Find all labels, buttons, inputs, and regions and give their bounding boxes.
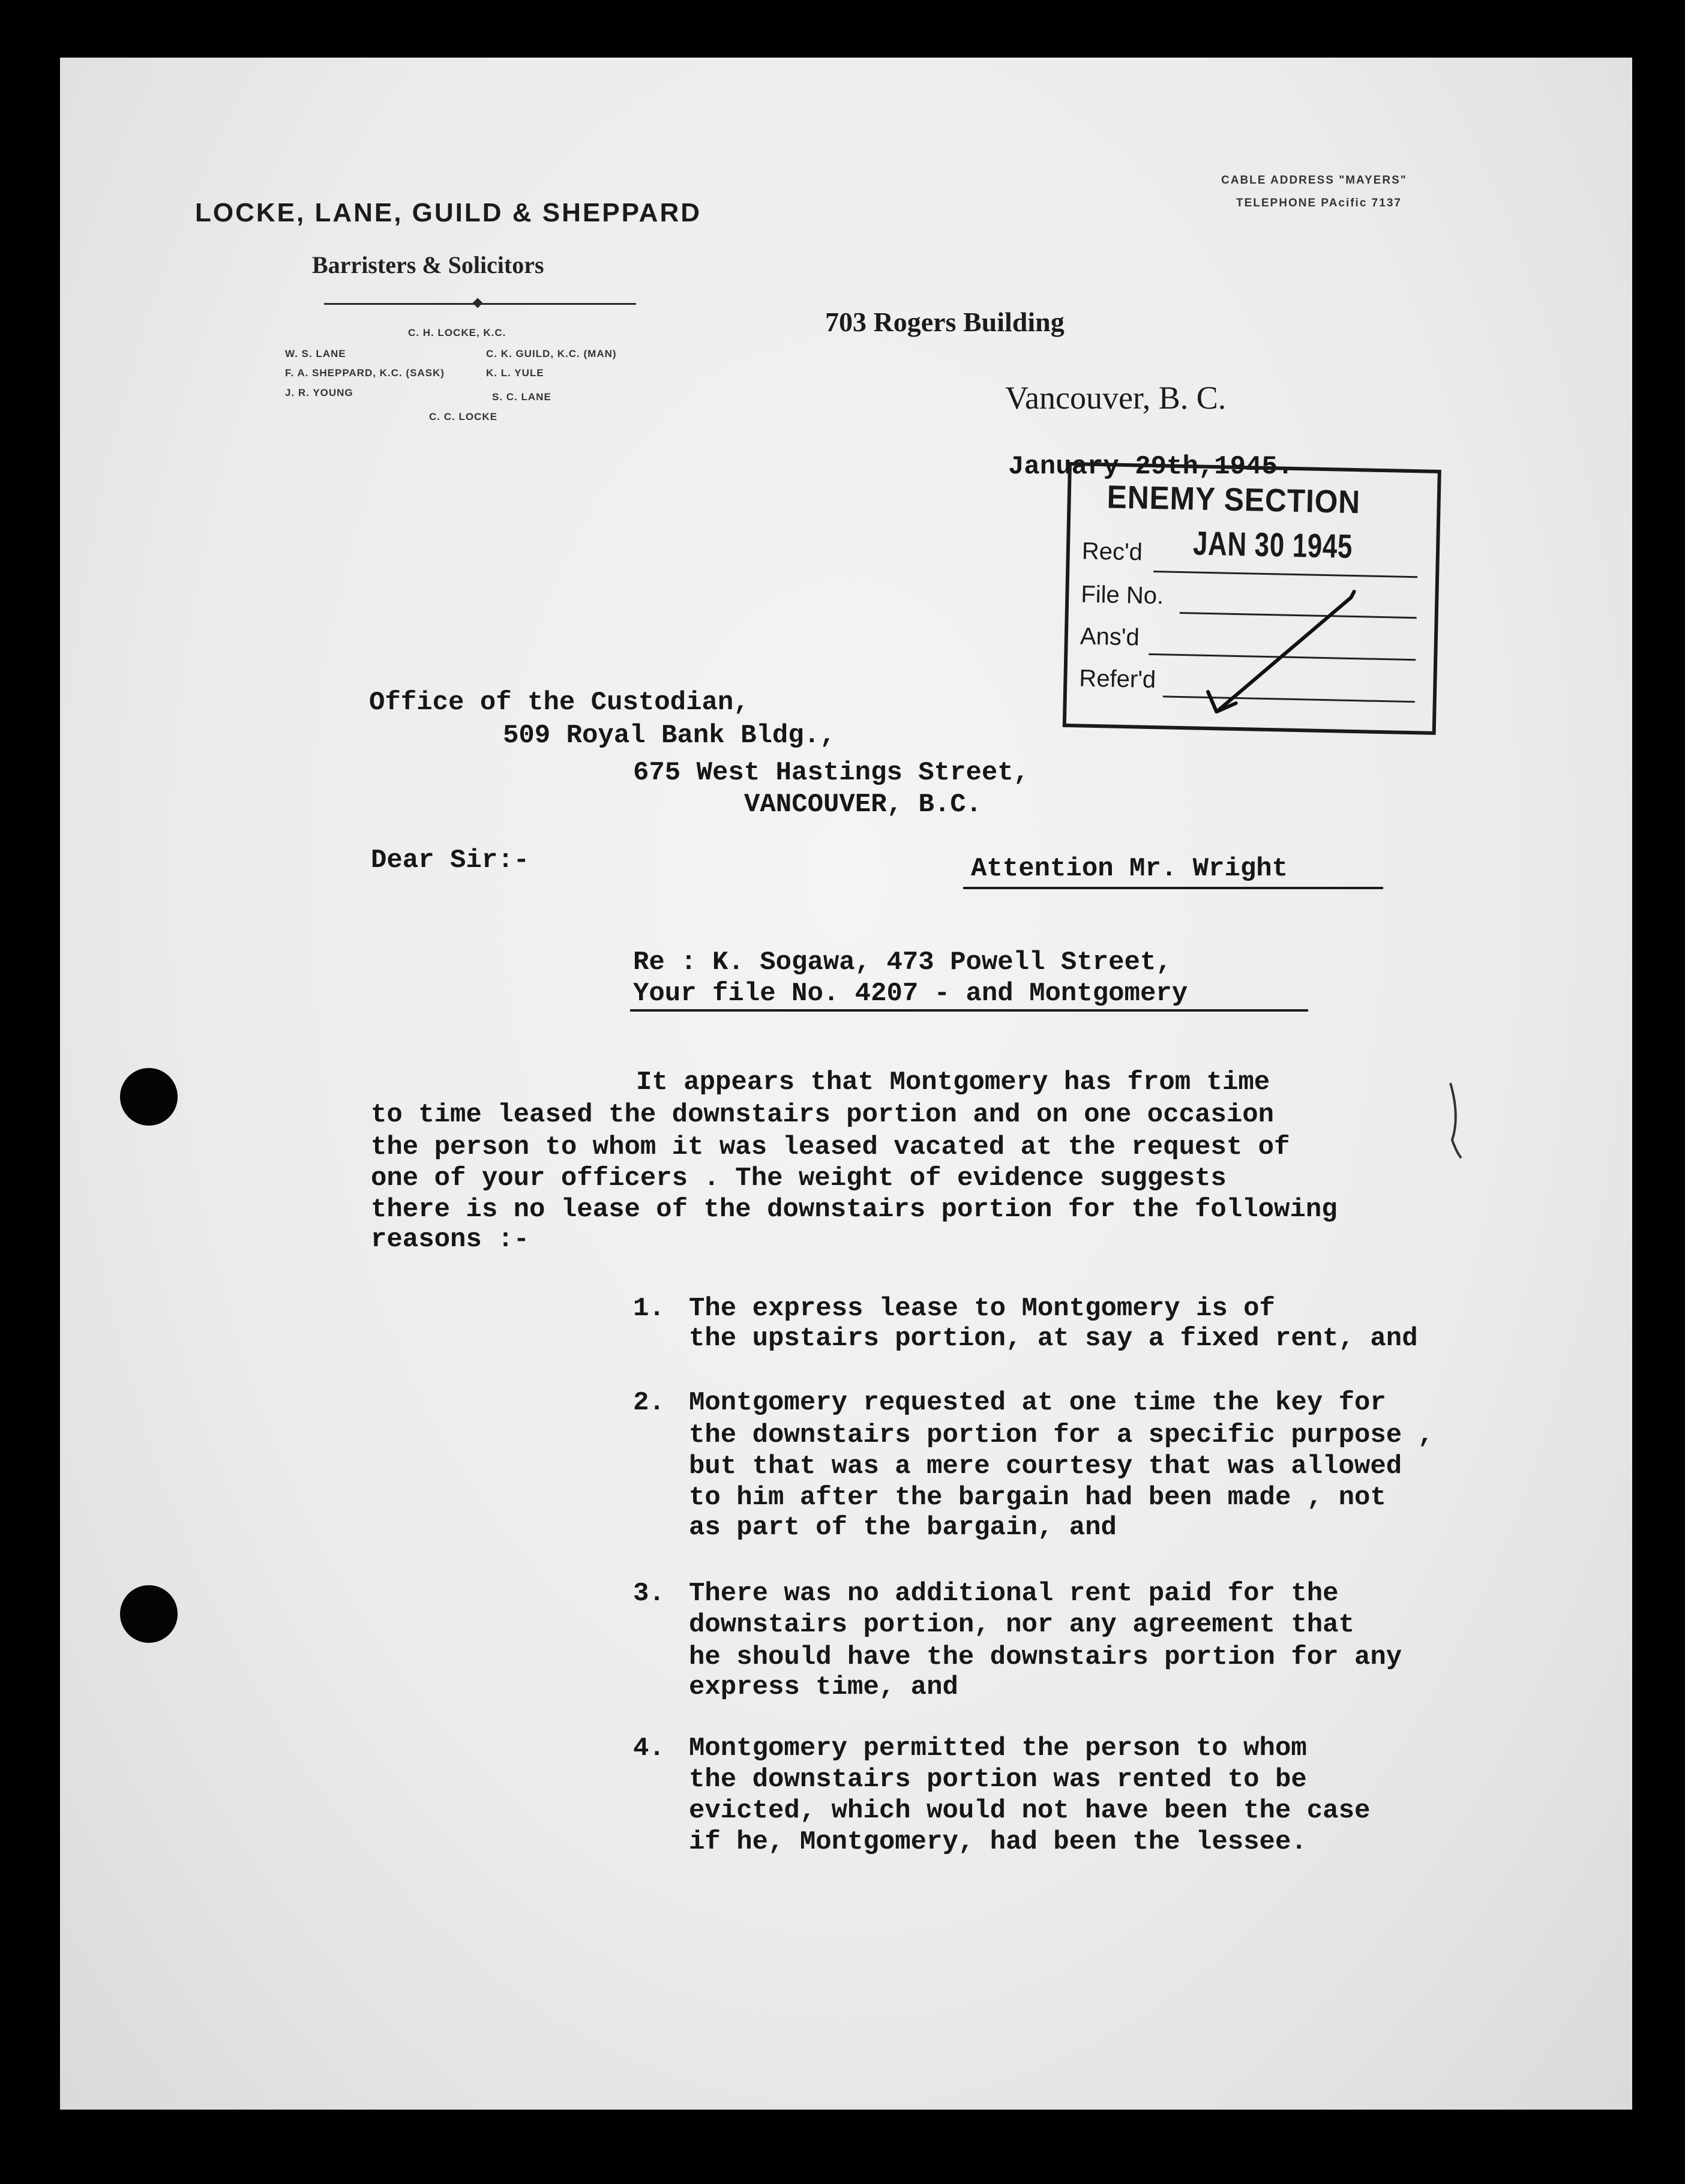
reference-line: Re : K. Sogawa, 473 Powell Street, — [633, 947, 1172, 977]
partner-name: C. C. LOCKE — [429, 411, 497, 422]
partner-name: J. R. YOUNG — [285, 387, 353, 398]
body-line: It appears that Montgomery has from time — [636, 1067, 1270, 1097]
list-item-line: The express lease to Montgomery is of — [689, 1294, 1275, 1324]
salutation: Dear Sir:- — [371, 845, 530, 875]
partner-name: W. S. LANE — [285, 348, 346, 359]
building-address: 703 Rogers Building — [825, 307, 1065, 337]
list-item-line: the downstairs portion was rented to be — [689, 1765, 1307, 1795]
reference-line: Your file No. 4207 - and Montgomery — [633, 979, 1188, 1009]
attention-underline — [963, 887, 1383, 889]
list-item-line: express time, and — [689, 1672, 958, 1702]
list-item-number: 2. — [633, 1388, 665, 1418]
body-line: reasons :- — [371, 1225, 530, 1255]
list-item-line: downstairs portion, nor any agreement that — [689, 1610, 1354, 1640]
stamp-received-label: Rec'd — [1081, 538, 1143, 566]
list-item-line: evicted, which would not have been the case — [689, 1796, 1371, 1826]
partner-name: K. L. YULE — [486, 367, 544, 379]
list-item-line: There was no additional rent paid for the — [689, 1579, 1339, 1609]
list-item-number: 3. — [633, 1579, 665, 1609]
list-item-line: but that was a mere courtesy that was allowed — [689, 1451, 1402, 1481]
check-mark-icon — [1066, 466, 1438, 731]
punch-hole-top — [120, 1068, 178, 1126]
margin-pencil-mark — [1443, 1080, 1467, 1164]
recipient-line: Office of the Custodian, — [369, 688, 749, 718]
partner-name: S. C. LANE — [492, 391, 551, 403]
stamp-file-label: File No. — [1080, 581, 1164, 610]
body-line: the person to whom it was leased vacated at the request of — [371, 1132, 1290, 1162]
letter-date: January 29th,1945. — [1008, 452, 1294, 482]
list-item-number: 4. — [633, 1733, 665, 1763]
body-line: one of your officers . The weight of evidence suggests — [371, 1163, 1227, 1193]
reference-underline — [630, 1009, 1308, 1012]
list-item-number: 1. — [633, 1294, 665, 1324]
partner-name: F. A. SHEPPARD, K.C. (SASK) — [285, 367, 445, 379]
stamp-received-date: JAN 30 1945 — [1192, 524, 1353, 565]
cable-address: CABLE ADDRESS "MAYERS" — [1221, 174, 1407, 187]
list-item-line: if he, Montgomery, had been the lessee. — [689, 1827, 1307, 1857]
body-line: to time leased the downstairs portion and on one occasion — [371, 1100, 1275, 1130]
recipient-line: VANCOUVER, B.C. — [744, 790, 982, 820]
partner-name: C. H. LOCKE, K.C. — [408, 327, 506, 338]
recipient-line: 509 Royal Bank Bldg., — [503, 721, 836, 751]
city-address: Vancouver, B. C. — [1005, 380, 1227, 416]
telephone-number: TELEPHONE PAcific 7137 — [1236, 197, 1402, 209]
partner-name: C. K. GUILD, K.C. (MAN) — [486, 348, 617, 359]
stamp-title: ENEMY SECTION — [1107, 479, 1361, 521]
body-line: there is no lease of the downstairs portion for the following — [371, 1195, 1338, 1225]
enemy-section-stamp — [1063, 462, 1441, 735]
list-item-line: Montgomery permitted the person to whom — [689, 1733, 1307, 1763]
list-item-line: he should have the downstairs portion for any — [689, 1642, 1402, 1672]
recipient-line: 675 West Hastings Street, — [633, 758, 1030, 788]
firm-profession: Barristers & Solicitors — [312, 251, 544, 278]
list-item-line: as part of the bargain, and — [689, 1513, 1117, 1543]
attention-line: Attention Mr. Wright — [971, 854, 1288, 884]
list-item-line: the upstairs portion, at say a fixed rent, and — [689, 1324, 1418, 1354]
stamp-answered-label: Ans'd — [1080, 623, 1140, 651]
stamp-referred-label: Refer'd — [1078, 665, 1156, 694]
list-item-line: to him after the bargain had been made , not — [689, 1483, 1386, 1513]
list-item-line: the downstairs portion for a specific purpose , — [689, 1420, 1434, 1450]
punch-hole-bottom — [120, 1585, 178, 1643]
list-item-line: Montgomery requested at one time the key for — [689, 1388, 1386, 1418]
firm-name: LOCKE, LANE, GUILD & SHEPPARD — [195, 198, 702, 227]
